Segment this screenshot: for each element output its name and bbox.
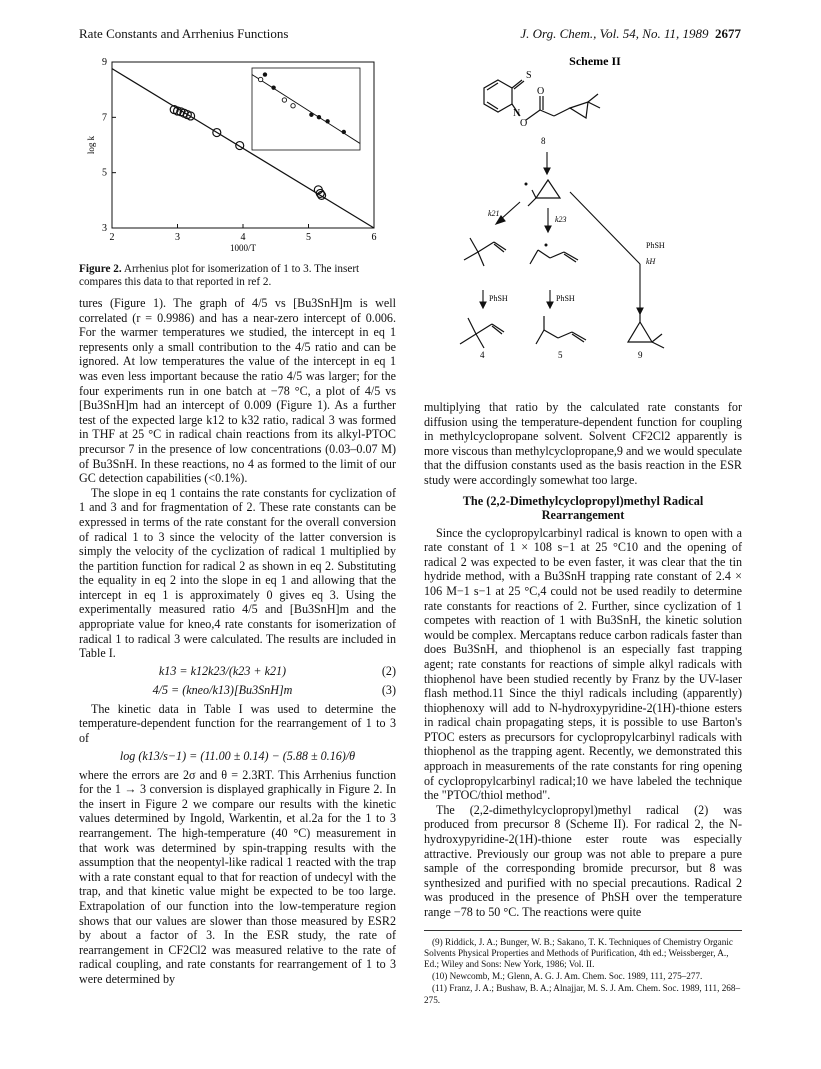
page-number: 2677 <box>715 26 741 41</box>
phsh-left-label: PhSH <box>489 294 508 303</box>
radical-2-structure <box>528 180 560 206</box>
equation-3-text: 4/5 = (kneo/k13)[Bu3SnH]m <box>152 682 293 697</box>
inset-open-point <box>258 77 262 81</box>
figure-caption-text: Arrhenius plot for isomerization of 1 to 3. The insert compares this data to that reported in ref 2. <box>79 263 360 288</box>
x-axis-label: 1000/T <box>230 243 256 252</box>
inset-filled-point <box>309 113 313 117</box>
k23-label: k23 <box>555 215 567 224</box>
nitrogen-label: N <box>513 108 521 119</box>
inset-filled-point <box>263 72 267 76</box>
equation-4 <box>79 749 396 765</box>
arrhenius-plot <box>84 52 384 252</box>
y-tick-label: 3 <box>102 223 107 234</box>
scheme-title: Scheme II <box>569 54 621 68</box>
x-tick-label: 4 <box>240 232 246 243</box>
y-axis-label: log k <box>86 135 96 155</box>
radical-intermediates <box>464 238 578 266</box>
equation-2-number: (2) <box>381 663 396 678</box>
paragraph: The (2,2-dimethylcyclopropyl)methyl radical (2) was produced from precursor 8 (Scheme II). For radical 2, the N-hydroxypyridine-2(1H)-thione ester route was especially attractive. Previously our group was not able to prepare a pure sample of the corresponding bromide precursor, but 8 was synthesized and purified with no special precautions. Radical 2 was produced in the presence of PhSH over the temperature range −78 to 50 °C. The reactions were quite <box>424 802 742 919</box>
phsh-right-label: PhSH <box>646 241 665 250</box>
footnote-divider <box>424 930 742 931</box>
x-tick-label: 5 <box>306 232 311 243</box>
kh-label: kH <box>646 257 656 266</box>
footnote: (9) Riddick, J. A.; Bunger, W. B.; Sakano, T. K. Techniques of Chemistry Organic Solvents Physical Properties and Methods of Purification, 4th ed.; Weissberger, A., Ed.; Wiley and Sons: New York, 1986; Vol. II. <box>424 936 733 969</box>
sulfur-label: S <box>526 70 532 81</box>
section-heading: The (2,2-Dimethylcyclopropyl)methyl Radical Rearrangement <box>462 493 704 522</box>
equation-2 <box>79 664 396 680</box>
paragraph: multiplying that ratio by the calculated rate constants for diffusion using the temperature-dependent function for coupling in methylcyclopropane solvent. Solvent CF2Cl2 apparently is more viscous than methylcyclopropane,9 and we would speculate that the diffusion constants used as the basis reaction in the ESR study were accordingly somewhat too large. <box>424 400 742 487</box>
running-header-left: Rate Constants and Arrhenius Functions <box>79 26 289 41</box>
figure-caption <box>79 263 396 289</box>
compound-4-label: 4 <box>480 350 485 360</box>
paragraph: tures (Figure 1). The graph of 4/5 vs [Bu3SnH]m is well correlated (r = 0.9986) and has a near-zero intercept of 0.006. For the warmer temperatures we studied, the intercept in eq 1 represents only a small contribution to the 4/5 ratio and can be ignored. At low temperatures the value of the intercept in eq 1 was even less important because the ratio 4/5 was larger; for the four experiments run in one batch at −78 °C, a plot of 4/5 vs [Bu3SnH]m had an intercept of 0.009 (Figure 1). As a further test of the expected large k12 to k32 ratio, radical 3 was formed in THF at 25 °C in radical chain reactions from its alkyl-PTOC precursor 7 in the presence of low concentrations (0.03–0.07 M) of Bu3SnH. In these reactions, no 4 as formed to the limit of our GC detection capabilities (<0.1%). <box>79 296 396 486</box>
k21-label: k21 <box>488 209 500 218</box>
equation-4-text: log (k13/s−1) = (11.00 ± 0.14) − (5.88 ± 0.16)/θ <box>119 748 356 763</box>
journal-citation: J. Org. Chem., Vol. 54, No. 11, 1989 <box>520 26 709 41</box>
data-point <box>236 142 244 150</box>
equation-3 <box>79 683 396 699</box>
equation-3-number: (3) <box>381 682 396 697</box>
scheme-ii <box>440 52 750 362</box>
y-tick-label: 7 <box>102 112 107 124</box>
x-tick-label: 6 <box>371 232 377 243</box>
left-column <box>79 296 396 987</box>
inset-open-point <box>291 104 295 108</box>
figure-label: Figure 2. <box>79 263 122 275</box>
x-tick-label: 2 <box>109 232 115 243</box>
paragraph: The slope in eq 1 contains the rate constants for cyclization of 1 and 3 and for fragmentation of 2. These rate constants can be expressed in terms of the rate constant for the overall conversion of radical 1 to 3 since the velocity of the latter conversion is simply the velocity of the cyclization of radical 1 multiplied by the partition function for radical 2 as shown in eq 2. Substituting the equality in eq 2 into the slope in eq 1 and allowing that the intercept in eq 1 is approximately 0 gives eq 3. Using the experimentally measured ratio 4/5 and [Bu3SnH]m and the appropriate value for kneo,4 rate constants for isomerization of radical 1 to radical 3 were calculated. The results are included in Table I. <box>79 485 396 661</box>
compound-5-label: 5 <box>558 350 563 360</box>
inset-filled-point <box>271 85 275 89</box>
equation-2-text: k13 = k12k23/(k23 + k21) <box>158 663 287 678</box>
x-tick-label: 3 <box>175 232 180 243</box>
inset-filled-point <box>342 130 346 134</box>
reaction-arrow <box>544 152 550 174</box>
paragraph: Since the cyclopropylcarbinyl radical is known to open with a rate constant of 1 × 108 s−1 at 25 °C10 and the opening of radical 2 was expected to be even faster, it was clear that the tin hydride method, with a Bu3SnH trapping rate constant of 2.4 × 106 M−1 s−1 at 25 °C,4 could not be used readily to determine rate constants for reactions of 2. Further, since cyclization of 1 competes with reaction of 1 with Bu3SnH, the kinetic solution would be complex. Mercaptans reduce carbon radicals faster than does Bu3SnH, and thiophenol is an especially fast trapping agent; rate constants for reactions of simple alkyl radicals with thiophenol have been studied recently by Franz by the UV-laser flash method.11 Since the thiyl radicals including (apparently) thiophenoxy will add to N-hydroxypyridine-2(1H)-thione esters in radical chain propagating steps, it is possible to use Barton's PTOC esters as precursors for cyclopropylcarbinyl radicals with thiophenol as the trapping agent. Recently, we demonstrated this approach in measurements of the rate constants for ring opening of cyclopropylcarbinyl radical;10 we have labeled the technique the "PTOC/thiol method". <box>424 525 742 803</box>
compound-9-label: 9 <box>638 350 643 360</box>
running-header-right <box>520 26 741 42</box>
inset-open-point <box>282 98 286 102</box>
product-structures <box>460 312 664 348</box>
right-column <box>424 400 742 1007</box>
footnotes <box>424 937 742 1006</box>
y-tick-label: 9 <box>102 57 107 68</box>
paragraph: The kinetic data in Table I was used to determine the temperature-dependent function for the rearrangement of 1 to 3 of <box>79 701 396 746</box>
phsh-mid-label: PhSH <box>556 294 575 303</box>
footnote: (11) Franz, J. A.; Bushaw, B. A.; Alnajjar, M. S. J. Am. Chem. Soc. 1989, 111, 268–275. <box>424 983 741 1005</box>
paragraph: where the errors are 2σ and θ = 2.3RT. This Arrhenius function for the 1 → 3 conversion is displayed graphically in Figure 2. In the insert in Figure 2 we compare our results with the kinetic values determined by Ingold, Warkentin, et al.2a for the 1 to 3 rearrangement. The high-temperature (40 °C) measurement in that work was determined by spin-trapping results with the assumption that the neopentyl-like radical 1 reacted with the trap with a rate constant equal to that for reaction of undecyl with the trap, and that kinetic value might be expected to be too large. Extrapolation of our function into the low-temperature region shows that our values are slower than those measured by ESR2 by about a factor of 3. In the ESR study, the rate of rearrangement in CF2Cl2 was measured relative to the rate of radical coupling, and rate constants for rearrangement of 1 to 3 were determined by <box>79 767 396 986</box>
footnote: (10) Newcomb, M.; Glenn, A. G. J. Am. Chem. Soc. 1989, 111, 275–277. <box>432 971 703 982</box>
inset-filled-point <box>325 119 329 123</box>
oxygen-label-2: O <box>537 86 545 97</box>
chart-inset <box>252 68 360 150</box>
oxygen-label-1: O <box>520 118 528 129</box>
inset-filled-point <box>317 115 321 119</box>
compound-8-label: 8 <box>541 136 546 146</box>
y-tick-label: 5 <box>102 167 107 179</box>
